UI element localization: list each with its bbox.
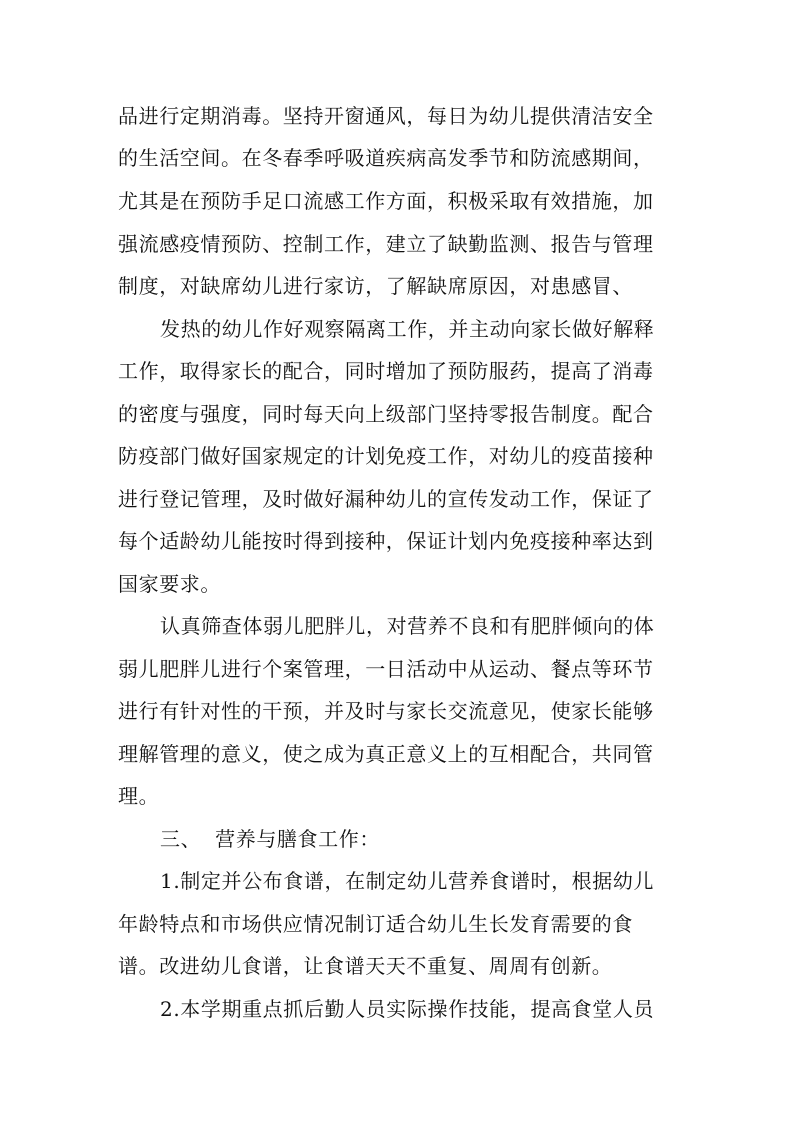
text-line: 理解管理的意义，使之成为真正意义上的互相配合，共同管: [118, 742, 654, 766]
text-line: 发热的幼儿作好观察隔离工作，并主动向家长做好解释: [160, 317, 655, 341]
text-line: 的生活空间。在冬春季呼吸道疾病高发季节和防流感期间，: [118, 146, 654, 170]
text-line: 尤其是在预防手足口流感工作方面，积极采取有效措施，加: [118, 189, 654, 213]
list-item-line: 谱。改进幼儿食谱，让食谱天天不重复、周周有创新。: [118, 954, 613, 978]
text-line: 工作，取得家长的配合，同时增加了预防服药，提高了消毒: [118, 359, 654, 383]
text-line: 进行有针对性的干预，并及时与家长交流意见，使家长能够: [118, 699, 654, 723]
text-line: 进行登记管理，及时做好漏种幼儿的宣传发动工作，保证了: [118, 487, 654, 511]
text-line: 弱儿肥胖儿进行个案管理，一日活动中从运动、餐点等环节: [118, 657, 654, 681]
text-line: 理。: [118, 784, 160, 808]
text-line: 制度，对缺席幼儿进行家访，了解缺席原因，对患感冒、: [118, 274, 633, 298]
list-item-line: 年龄特点和市场供应情况制订适合幼儿生长发育需要的食: [118, 912, 633, 936]
text-line: 强流感疫情预防、控制工作，建立了缺勤监测、报告与管理: [118, 232, 654, 256]
list-item-line: 1.制定并公布食谱，在制定幼儿营养食谱时，根据幼儿: [160, 869, 655, 893]
text-line: 品进行定期消毒。坚持开窗通风，每日为幼儿提供清洁安全: [118, 104, 654, 128]
text-line: 每个适龄幼儿能按时得到接种，保证计划内免疫接种率达到: [118, 529, 654, 553]
section-heading: 三、 营养与膳食工作：: [160, 827, 380, 851]
text-line: 认真筛查体弱儿肥胖儿，对营养不良和有肥胖倾向的体: [160, 614, 655, 638]
text-line: 国家要求。: [118, 572, 221, 596]
text-line: 防疫部门做好国家规定的计划免疫工作，对幼儿的疫苗接种: [118, 444, 654, 468]
text-line: 的密度与强度，同时每天向上级部门坚持零报告制度。配合: [118, 402, 654, 426]
list-item-line: 2.本学期重点抓后勤人员实际操作技能，提高食堂人员: [160, 997, 655, 1021]
